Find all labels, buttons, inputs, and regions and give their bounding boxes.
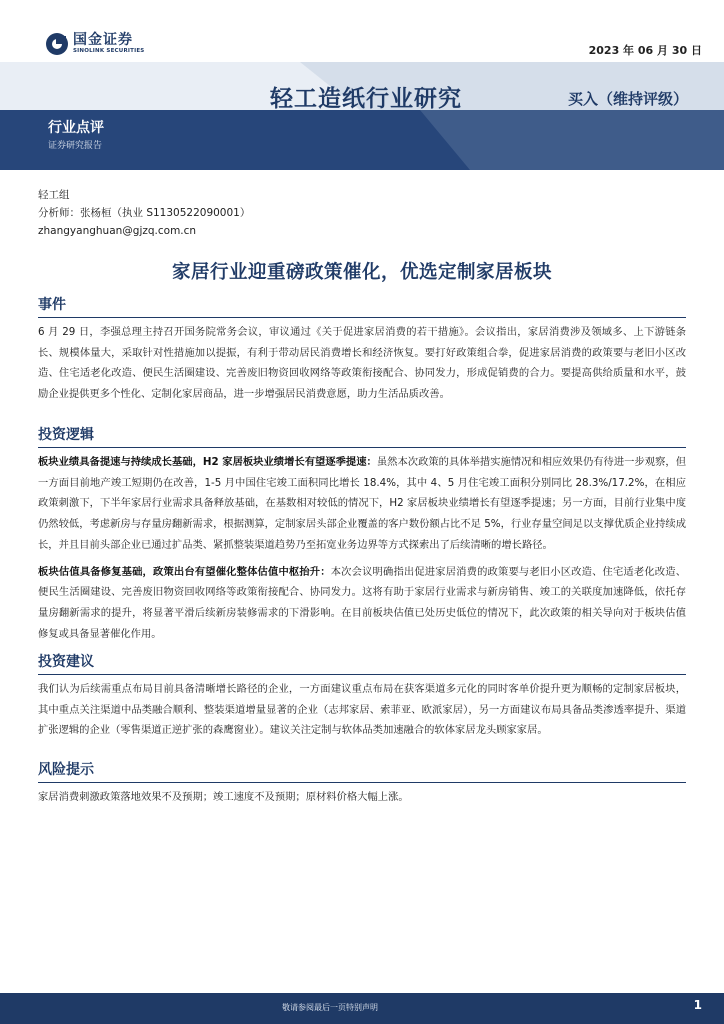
report-type: 行业点评 — [48, 120, 104, 136]
section-divider — [38, 782, 686, 783]
logic-paragraph-2-body: 本次会议明确指出促进家居消费的政策要与老旧小区改造、住宅适老化改造、便民生活圈建设、完善废旧物资回收网络等政策衔接配合、协同发力。这将有助于家居行业需求与新房销售、竣工的关联度加速降低，依托存量房翻新需求的提升，将显著平滑后续新房装修需求的下滑影响。在目前板块估值已处历史低位的情况下，此次政策的相关导向对于板块估值修复或具备显著催化作用。 — [38, 565, 687, 640]
logo-icon — [46, 33, 68, 55]
logo-name-en: SINOLINK SECURITIES — [73, 48, 145, 55]
report-subtype: 证券研究报告 — [48, 141, 103, 151]
risk-paragraph: 家居消费刺激政策落地效果不及预期；竣工速度不及预期；原材料价格大幅上涨。 — [38, 791, 409, 803]
section-divider — [38, 674, 686, 675]
section-advice — [38, 652, 686, 741]
footer-disclaimer[interactable]: 敬请参阅最后一页特别声明 — [282, 1003, 378, 1012]
logic-paragraph-1 — [38, 452, 686, 556]
advice-paragraph: 我们认为后续需重点布局目前具备清晰增长路径的企业，一方面建议重点布局在获客渠道多元化的同时客单价提升更为顺畅的定制家居板块，其中重点关注渠道中品类融合顺利、整装渠道增量显著的企业（志邦家居、索菲亚、欧派家居），另一方面建议布局具备品类渗透率提升、渠道扩张逻辑的企业（零售渠道正逆扩张的森鹰窗业）。建议关注定制与软体品类加速融合的软体家居龙头顾家家居。 — [38, 683, 686, 737]
report-date: 2023 年 06 月 30 日 — [588, 44, 702, 57]
logic-paragraph-1-lead: 板块业绩具备提速与持续成长基础，H2 家居板块业绩增长有望逐季提速： — [38, 456, 377, 468]
logic-paragraph-1-body: 虽然本次政策的具体举措实施情况和相应效果仍有待进一步观察，但一方面目前地产竣工短期仍在改善，1-5 月中国住宅竣工面积同比增长 18.4%，其中 4、5 月住宅竣工面积分别同比 28.3%/17.2%，在相应政策刺激下，下半年家居行业需求具备释放基础，在基数相对较低的情况下，H2 家居板块业绩增长有望逐季提速；另一方面，目前行业集中度仍然较低，考虑新房与存量房翻新需求，根据测算，定制家居头部企业覆盖的客户数份额占比不足 5%，行业存量空间足以支撑优质企业持续成长，并且目前头部企业已通过扩品类、紧抓整装渠道趋势乃至拓宽业务边界等方式探索出了后续清晰的增长路径。 — [38, 456, 686, 551]
analyst-group: 轻工组 — [38, 189, 70, 201]
logic-paragraph-2-lead: 板块估值具备修复基础，政策出台有望催化整体估值中枢抬升： — [38, 565, 331, 578]
section-divider — [38, 447, 686, 448]
event-paragraph: 6 月 29 日，李强总理主持召开国务院常务会议，审议通过《关于促进家居消费的若干措施》。会议指出，家居消费涉及领域多、上下游链条长、规模体量大，采取针对性措施加以提振，有利于带动居民消费增长和经济恢复。要打好政策组合拳，促进家居消费的政策要与老旧小区改造、住宅适老化改造、便民生活圈建设、完善废旧物资回收网络等政策衔接配合、协同发力，形成促销费的合力。要提高供给质量和水平，鼓励企业提供更多个性化、定制化家居商品，进一步增强居民消费意愿，助力生活品质改善。 — [38, 326, 686, 401]
logic-paragraph-2 — [38, 562, 686, 645]
page-number: 1 — [693, 998, 702, 1012]
section-title: 投资逻辑 — [38, 427, 94, 443]
section-logic — [38, 425, 686, 644]
report-headline: 家居行业迎重磅政策催化，优选定制家居板块 — [171, 262, 552, 283]
company-logo — [46, 33, 144, 55]
section-divider — [38, 317, 686, 318]
banner-background-graphic — [0, 62, 724, 170]
section-title: 风险提示 — [38, 762, 94, 778]
section-event — [38, 295, 686, 405]
logo-name-cn: 国金证券 — [73, 32, 133, 49]
rating: 买入（维持评级） — [568, 90, 689, 108]
analyst-email[interactable]: zhangyanghuan@gjzq.com.cn — [38, 225, 197, 237]
analyst-block — [38, 186, 250, 240]
analyst-name: 分析师：张杨桓（执业 S1130522090001） — [38, 207, 251, 219]
section-title: 投资建议 — [38, 654, 94, 670]
section-title: 事件 — [38, 297, 66, 313]
industry-title: 轻工造纸行业研究 — [270, 86, 462, 112]
section-risk — [38, 760, 686, 808]
